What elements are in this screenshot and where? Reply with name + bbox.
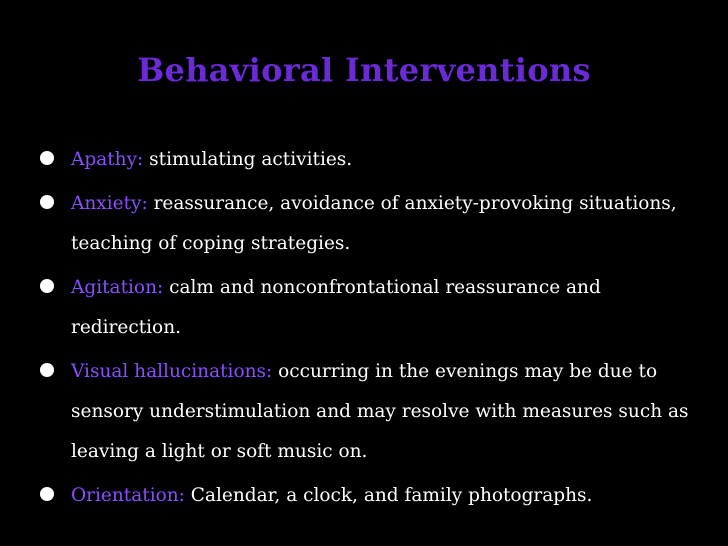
bullet-term: Apathy: [71,149,150,170]
bullet-item-apathy [0,140,728,180]
slide-title: Behavioral Interventions [137,51,591,89]
bullet-item-visual-hallucinations [0,352,728,472]
bullet-term: Agitation: [71,277,170,298]
bullet-list [0,140,728,520]
bullet-dot-icon [40,151,54,165]
bullet-item-anxiety [0,184,728,264]
bullet-dot-icon [40,195,54,209]
bullet-dot-icon [40,363,54,377]
bullet-text: stimulating activities. [149,149,353,170]
bullet-text: reassurance, avoidance of anxiety-provoking situations, teaching of coping strategies. [71,193,677,254]
bullet-text: calm and nonconfrontational reassurance and redirection. [71,277,601,338]
bullet-text: Calendar, a clock, and family photographs. [190,485,593,506]
bullet-term: Visual hallucinations: [71,361,279,382]
bullet-text: occurring in the evenings may be due to sensory understimulation and may resolve with measures such as leaving a light or soft music on. [71,361,689,462]
bullet-dot-icon [40,487,54,501]
bullet-item-agitation [0,268,728,348]
bullet-term: Orientation: [71,485,191,506]
bullet-dot-icon [40,279,54,293]
bullet-term: Anxiety: [71,193,154,214]
bullet-item-orientation [0,476,728,516]
